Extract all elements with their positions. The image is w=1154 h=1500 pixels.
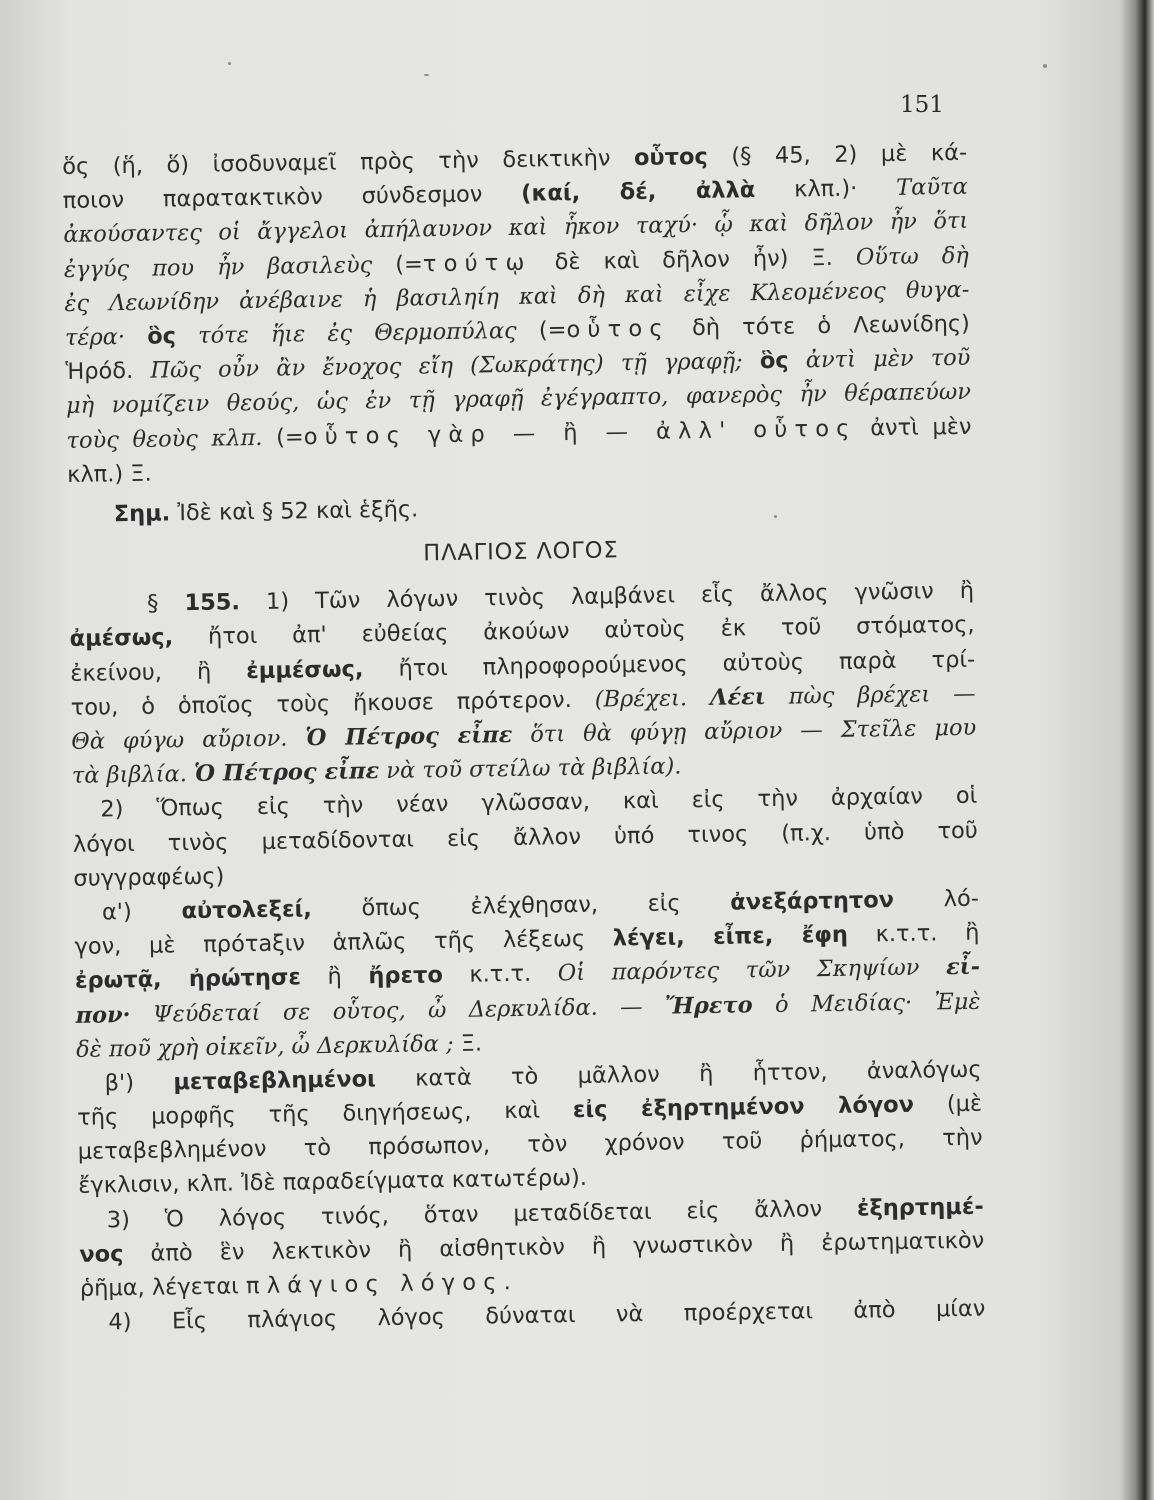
bold-italic-term: Λέει [709, 683, 766, 711]
text-span: (§ 45, 2) μὲ κά- [707, 139, 968, 170]
italic-example: ἀντὶ μὲν τοῦ [788, 344, 971, 374]
bold-term: ἐρωτᾷ, ἠρώτησε [74, 964, 302, 995]
text-span: κ.τ.τ. ἢ [847, 919, 980, 948]
italic-example: ὅτι θὰ φύγῃ αὔριον — Στεῖλε μου [512, 714, 977, 748]
text-span: ἤτοι ἀπ' εὐθείας ἀκούων αὐτοὺς ἐκ τοῦ στόματος, [172, 612, 975, 651]
italic-example: νὰ τοῦ στείλω τὰ βιβλία). [378, 753, 682, 785]
bold-term: ἐμμέσως, [246, 655, 364, 684]
text-span: ποιον παρατακτικὸν σύνδεσμον [62, 180, 522, 215]
text-line: ἐς Λεωνίδην ἀνέβαινε ἡ βασιληίη καὶ δὴ καὶ εἶχε Κλεομένεος θυγα- [64, 276, 970, 317]
italic-example: δὲ ποῦ χρὴ οἰκεῖν, ὦ Δερκυλίδα ; [75, 1030, 454, 1063]
text-span: § [146, 590, 185, 617]
text-span: γον, μὲ πρότaξιν ἁπλῶς τῆς λέξεως [74, 925, 614, 961]
bold-term: ὃς [147, 323, 177, 350]
italic-example: τοὺς θεοὺς κλπ. [66, 424, 263, 454]
text-span: ἤτοι πληροφορούμενος αὐτοὺς παρὰ τρί- [363, 646, 976, 682]
text-span: (= [516, 317, 567, 344]
bold-italic-term: εἶ- [945, 953, 981, 981]
text-span: 3) Ὁ λόγος τινός, ὅταν μεταδίδεται εἰς ἄλλον [106, 1195, 858, 1234]
text-line: 2) Ὅπως εἰς τὴν νέαν γλῶσσαν, καὶ εἰς τὴν ἀρχαίαν οἱ [100, 783, 978, 823]
italic-example: τότε ἥιε ἐς Θερμοπύλας [175, 317, 517, 350]
italic-example: Πῶς οὖν ἂν ἔνοχος εἴη (Σωκράτης) τῇ γραφῇ; [150, 348, 761, 384]
spaced-term: οὗτος [566, 315, 670, 344]
bold-italic-term: Ὁ Πέτρος εἶπε [305, 722, 513, 752]
text-span: α') [101, 898, 182, 926]
text-span: δὴ τότε ὁ Λεωνίδης) [669, 310, 971, 342]
note-label: Σημ. [113, 500, 171, 528]
text-span: ἀπὸ ἓν λεκτικὸν ἢ αἰσθητικὸν ἢ γνωστικὸν ἢ ἐρωτηματικὸν [123, 1227, 985, 1267]
text-span: ἐκείνου, ἢ [70, 657, 247, 687]
text-span: του, ὁ ὁποῖος τοὺς ἤκουσε πρότερον. [70, 686, 595, 721]
note-line [67, 484, 972, 532]
text-line: 4) Εἷς πλάγιος λόγος δύναται νὰ προέρχεται ἀπὸ μίαν [108, 1295, 986, 1336]
text-span: ἢ [300, 963, 369, 991]
bold-term: αὐτολεξεί, [181, 896, 313, 925]
text-span: λό- [893, 885, 980, 913]
paper-speck [774, 515, 777, 518]
bold-term: ἀνεξάρτητον [730, 886, 895, 916]
spaced-term: τούτῳ [422, 249, 532, 277]
bold-italic-term: Ὁ Πέτρος εἶπε [193, 758, 380, 788]
bold-term: εἰς ἐξηρτημένον λόγον [572, 1091, 915, 1124]
bold-term: λέγει, εἶπε, ἔφη [612, 921, 849, 952]
italic-example: Οἱ παρόντες τῶν Σκηψίων [557, 954, 947, 987]
italic-example: τὰ βιβλία. [71, 761, 195, 790]
text-span: (μὲ [913, 1090, 983, 1118]
text-line: συγγραφέως) [73, 863, 225, 892]
text-span: ὅς (ἥ, ὅ) ἰσοδυναμεῖ πρὸς τὴν δεικτικὴν [62, 145, 635, 180]
spaced-term: πλάγιος λόγος [245, 1269, 504, 1300]
text-span: κ.τ.τ. [442, 960, 559, 989]
text-span: Ξ. [453, 1030, 483, 1057]
bold-term: ὃς [759, 347, 789, 375]
text-span: ὅπως ἐλέχθησαν, εἰς [311, 889, 731, 923]
text-line: μὴ νομίζειν θεούς, ὡς ἐν τῇ γραφῇ ἐγέγραπτο, φανερὸς ἦν θέραπεύων [65, 379, 972, 420]
italic-example: τέρα· [64, 323, 148, 351]
text-line: ἔγκλισιν, κλπ. Ἰδὲ παραδείγματα κατωτέρω). [78, 1165, 588, 1200]
text-line: λόγοι τινὸς μεταδίδονται εἰς ἄλλον ὑπό τινος (π.χ. ὑπὸ τοῦ [72, 817, 979, 858]
paper-speck [424, 74, 429, 76]
italic-example: Ταῦτα [895, 173, 968, 202]
bold-term: νος [79, 1240, 124, 1268]
text-span: Ἡρόδ. [65, 357, 151, 386]
paper-speck [228, 62, 231, 65]
italic-example: Θὰ φύγω αὔριον. [71, 725, 306, 755]
bold-term: (καί, δέ, ἀλλὰ [520, 177, 756, 207]
italic-example: (Βρέχει. [594, 684, 711, 713]
section-heading: ΠΛΑΓΙΟΣ ΛΟΓΟΣ [423, 537, 619, 567]
italic-example: ὁ Μειδίας· Ἐμὲ [752, 988, 981, 1018]
text-span: ῥῆμα, λέγεται [79, 1273, 247, 1302]
text-span: τῆς μορφῆς τῆς διηγήσεως, καὶ [77, 1097, 574, 1131]
bold-term: μεταβεβλημένοι [173, 1066, 377, 1096]
note-text: Ἰδὲ καὶ § 52 καὶ ἑξῆς. [170, 496, 419, 527]
text-span: κατὰ τὸ μᾶλλον ἢ ἧττον, ἀναλόγως [375, 1056, 982, 1093]
text-span: (= [372, 250, 424, 278]
page-number: 151 [900, 92, 944, 118]
text-span: (= [262, 423, 304, 451]
text-span: 1) Τῶν λόγων τινὸς λαμβάνει εἷς ἄλλος γνῶσιν ἢ [239, 577, 975, 616]
italic-example: Οὕτω δὴ [855, 242, 969, 271]
bold-italic-term: πον· [75, 1001, 131, 1029]
italic-example: Ψεύδεταί σε οὗτος, ὦ Δερκυλίδα. — [130, 993, 666, 1028]
text-span: . [503, 1269, 512, 1296]
bold-italic-term: Ἤρετο [664, 991, 753, 1020]
text-span: β') [104, 1069, 174, 1097]
text-line: μεταβεβλημένον τὸ πρόσωπον, τὸν χρόνον τοῦ ῥήματος, τὴν [77, 1124, 983, 1166]
text-span: κλπ.)· [755, 175, 897, 204]
italic-example: πὼς βρέχει — [765, 680, 976, 710]
bold-term: ἤρετο [368, 962, 444, 990]
text-span: δὲ καὶ δῆλον ἦν) Ξ. [531, 244, 857, 276]
bold-term: οὗτος [633, 143, 708, 172]
text-span: ἀντὶ μὲν [856, 413, 972, 442]
text-line: ἀκούσαντες οἱ ἄγγελοι ἀπήλαυνον καὶ ἧκον ταχύ· ᾧ καὶ δῆλον ἦν ὅτι [63, 208, 969, 249]
text-line: κλπ.) Ξ. [66, 460, 152, 488]
bold-term: ἀμέσως, [69, 624, 174, 653]
page-text [62, 136, 986, 1340]
bold-term: ἐξηρτημέ- [856, 1193, 984, 1222]
paper-speck [1043, 64, 1047, 68]
spaced-term: οὗτος γὰρ — ἢ — ἀλλ' οὗτος [303, 415, 857, 450]
section-number: 155. [184, 589, 241, 617]
italic-example: ἐγγύς που ἦν βασιλεὺς [63, 251, 373, 283]
